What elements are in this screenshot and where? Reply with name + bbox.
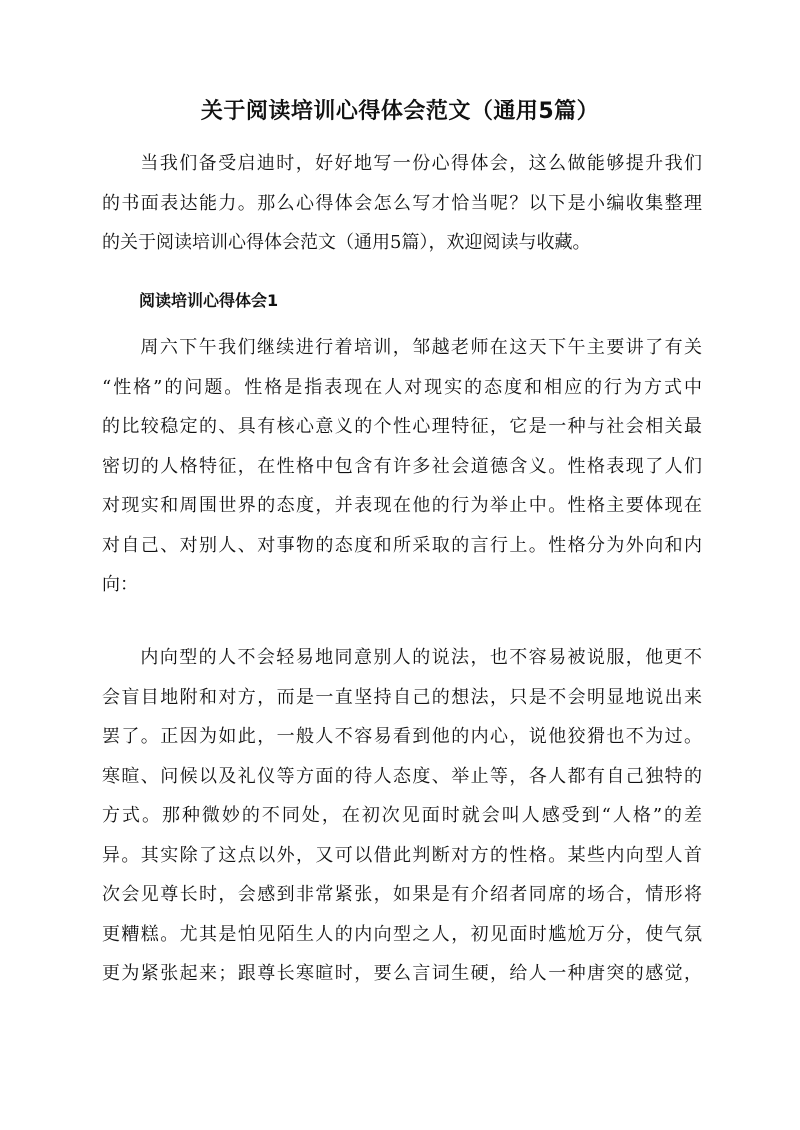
paragraph-line: 周六下午我们继续进行着培训，邹越老师在这天下午主要讲了有关 xyxy=(139,337,702,358)
intro-line: 的书面表达能力。那么心得体会怎么写才恰当呢？以下是小编收集整理 xyxy=(102,192,702,214)
paragraph-line: 异。其实除了这点以外，又可以借此判断对方的性格。某些内向型人首 xyxy=(102,844,702,866)
paragraph-line: “性格”的问题。性格是指表现在人对现实的态度和相应的行为方式中 xyxy=(102,376,702,398)
paragraph-line: 更为紧张起来；跟尊长寒暄时，要么言词生硬，给人一种唐突的感觉， xyxy=(102,963,702,984)
paragraph-line: 罢了。正因为如此，一般人不容易看到他的内心，说他狡猾也不为过。 xyxy=(102,726,702,747)
intro-paragraph xyxy=(102,144,702,263)
paragraph-line: 对自己、对别人、对事物的态度和所采取的言行上。性格分为外向和内 xyxy=(102,534,702,556)
section-heading: 阅读培训心得体会1 xyxy=(139,291,279,310)
paragraph-line: 寒暄、问候以及礼仪等方面的待人态度、举止等，各人都有自己独特的 xyxy=(102,765,702,787)
paragraph-2 xyxy=(102,638,702,994)
paragraph-line: 会盲目地附和对方，而是一直坚持自己的想法，只是不会明显地说出来 xyxy=(102,686,702,708)
paragraph-line: 内向型的人不会轻易地同意别人的说法，也不容易被说服，他更不 xyxy=(139,647,702,668)
paragraph-line: 更糟糕。尤其是怕见陌生人的内向型之人，初见面时尴尬万分，使气氛 xyxy=(102,923,702,945)
paragraph-line: 密切的人格特征，在性格中包含有许多社会道德含义。性格表现了人们 xyxy=(102,455,702,477)
paragraph-line: 方式。那种微妙的不同处，在初次见面时就会叫人感受到“人格”的差 xyxy=(102,805,702,826)
paragraph-line: 向： xyxy=(102,574,138,595)
document-title: 关于阅读培训心得体会范文（通用5篇） xyxy=(200,99,600,124)
paragraph-1 xyxy=(102,328,702,605)
intro-line: 的关于阅读培训心得体会范文（通用5篇），欢迎阅读与收藏。 xyxy=(102,232,591,253)
paragraph-line: 对现实和周围世界的态度，并表现在他的行为举止中。性格主要体现在 xyxy=(102,495,702,516)
paragraph-line: 次会见尊长时，会感到非常紧张，如果是有介绍者同席的场合，情形将 xyxy=(102,884,702,905)
intro-line: 当我们备受启迪时，好好地写一份心得体会，这么做能够提升我们 xyxy=(139,153,702,174)
paragraph-line: 的比较稳定的、具有核心意义的个性心理特征，它是一种与社会相关最 xyxy=(102,416,702,437)
